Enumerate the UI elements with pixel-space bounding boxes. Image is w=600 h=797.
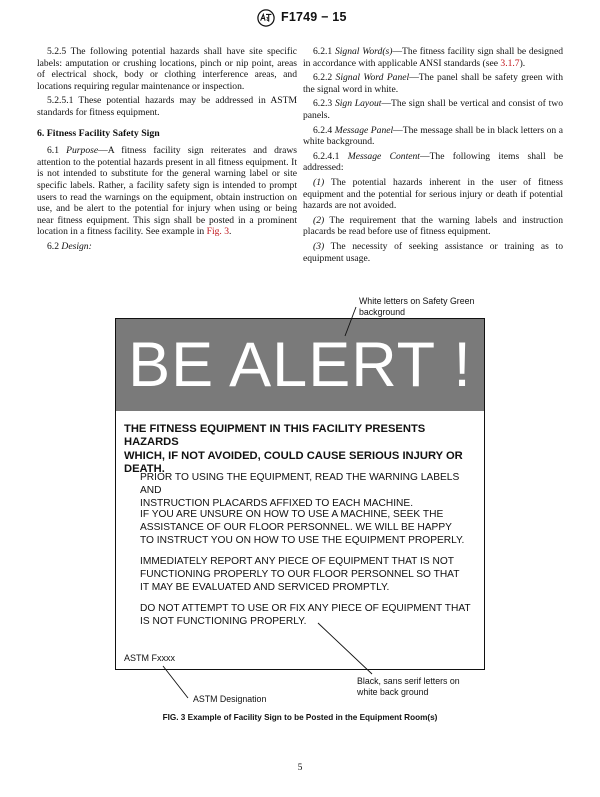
- message-line: DO NOT ATTEMPT TO USE OR FIX ANY PIECE OF EQUIPMENT THAT: [140, 603, 471, 614]
- clause-number: 6.2.2: [313, 72, 333, 84]
- paragraph-5-2-5: 5.2.5 The following potential hazards shall have site specific labels: amputation or crushing locations, pinch or nip point, areas of electrical shock, body or clothing interference areas, and locations requiring regular maintenance or inspection.: [37, 46, 297, 92]
- page-number: 5: [297, 762, 303, 773]
- clause-body: —A fitness facility sign reiterates and draws attention to the potential hazards present in all fitness equipment. It is not intended to substitute for the general warning label or site specific labels. Rather, a facility safety sign is intended to prompt users to read the warnings on the equipment, obtain instruction on use, and be alert to the potential for injury when using or being near fitness equipment. This sign shall be posted in a prominent location in a fitness facility. See example in: [37, 145, 297, 238]
- clause-end: ).: [519, 57, 526, 69]
- message-line: INSTRUCTION PLACARDS AFFIXED TO EACH MACHINE.: [140, 498, 414, 510]
- annotation-designation: ASTM Designation: [193, 694, 267, 704]
- figure-link[interactable]: Fig. 3: [206, 226, 230, 238]
- clause-number: 6.2.3: [313, 98, 333, 110]
- clause-number: 6.1: [47, 145, 59, 157]
- message-line: IF YOU ARE UNSURE ON HOW TO USE A MACHINE, SEEK THE: [140, 509, 444, 520]
- clause-body: —The following items shall be addressed:: [303, 150, 563, 174]
- item-number: (1): [313, 176, 325, 188]
- message-line: PRIOR TO USING THE EQUIPMENT, READ THE WARNING LABELS AND: [140, 472, 460, 497]
- clause-body: —The message shall be in black letters on a white background.: [303, 124, 563, 148]
- clause-number: 6.2.1: [313, 46, 333, 57]
- clause-body: —The sign shall be vertical and consist of two panels.: [303, 98, 563, 121]
- annotation-line: white back ground: [357, 686, 429, 697]
- item-body: The requirement that the warning labels and instruction placards be read before use of fitness equipment.: [303, 214, 563, 238]
- headline-line: WHICH, IF NOT AVOIDED, COULD CAUSE SERIOUS INJURY OR: [124, 449, 463, 462]
- clause-number: 6.2.4: [313, 124, 333, 136]
- message-line: IT MAY BE EVALUATED AND SERVICED PROMPTLY.: [140, 582, 390, 594]
- document-id: F1749 − 15: [281, 10, 347, 24]
- clause-title: Sign Layout: [334, 98, 382, 110]
- leader-line-right: [318, 623, 372, 674]
- message-line: TO INSTRUCT YOU ON HOW TO USE THE EQUIPMENT PROPERLY.: [140, 535, 465, 547]
- section-heading: 6. Fitness Facility Safety Sign: [37, 127, 160, 139]
- clause-title: Message Panel: [334, 124, 394, 136]
- paragraph-5-2-5-1: 5.2.5.1 These potential hazards may be addressed in ASTM standards for fitness equipment.: [37, 95, 297, 118]
- message-line: IS NOT FUNCTIONING PROPERLY.: [140, 616, 307, 628]
- clause-number: 6.2: [47, 240, 59, 252]
- annotation-line: White letters on Safety Green: [359, 296, 475, 306]
- sign-designation: ASTM Fxxxx: [124, 653, 175, 663]
- annotation-line: background: [359, 306, 405, 317]
- clause-title: Purpose: [66, 145, 99, 157]
- clause-title: Signal Word Panel: [335, 72, 410, 84]
- message-line: FUNCTIONING PROPERLY TO OUR FLOOR PERSONNEL SO THAT: [140, 569, 460, 581]
- clause-body: —The fitness facility sign shall be designed in accordance with applicable ANSI standards (see: [303, 46, 563, 69]
- item-number: (3): [313, 240, 325, 252]
- annotation-line: Black, sans serif letters on: [357, 676, 460, 686]
- item-number: (2): [313, 214, 325, 226]
- clause-end: .: [229, 226, 232, 238]
- clause-title: Message Content: [347, 150, 420, 162]
- message-line: IMMEDIATELY REPORT ANY PIECE OF EQUIPMENT THAT IS NOT: [140, 556, 454, 567]
- message-line: ASSISTANCE OF OUR FLOOR PERSONNEL. WE WILL BE HAPPY: [140, 522, 452, 534]
- headline-line: DEATH.: [124, 463, 165, 476]
- headline-line: THE FITNESS EQUIPMENT IN THIS FACILITY PRESENTS HAZARDS: [124, 423, 426, 449]
- leader-line-left: [163, 666, 188, 698]
- leader-line-top: [345, 307, 356, 336]
- section-link[interactable]: 3.1.7: [500, 57, 520, 69]
- figure-caption: FIG. 3 Example of Facility Sign to be Posted in the Equipment Room(s): [162, 713, 438, 722]
- clause-title: Design:: [61, 240, 92, 252]
- item-body: The necessity of seeking assistance or training as to equipment usage.: [303, 240, 563, 264]
- clause-title: Signal Word(s): [334, 46, 393, 57]
- clause-body: —The panel shall be safety green with the signal word in white.: [303, 72, 563, 95]
- clause-number: 6.2.4.1: [313, 150, 340, 162]
- annotation-message-panel: [357, 676, 460, 697]
- signal-word: BE ALERT !: [128, 330, 472, 400]
- item-body: The potential hazards inherent in the user of fitness equipment and the potential for serious injury or death if potential hazards are not avoided.: [303, 176, 563, 212]
